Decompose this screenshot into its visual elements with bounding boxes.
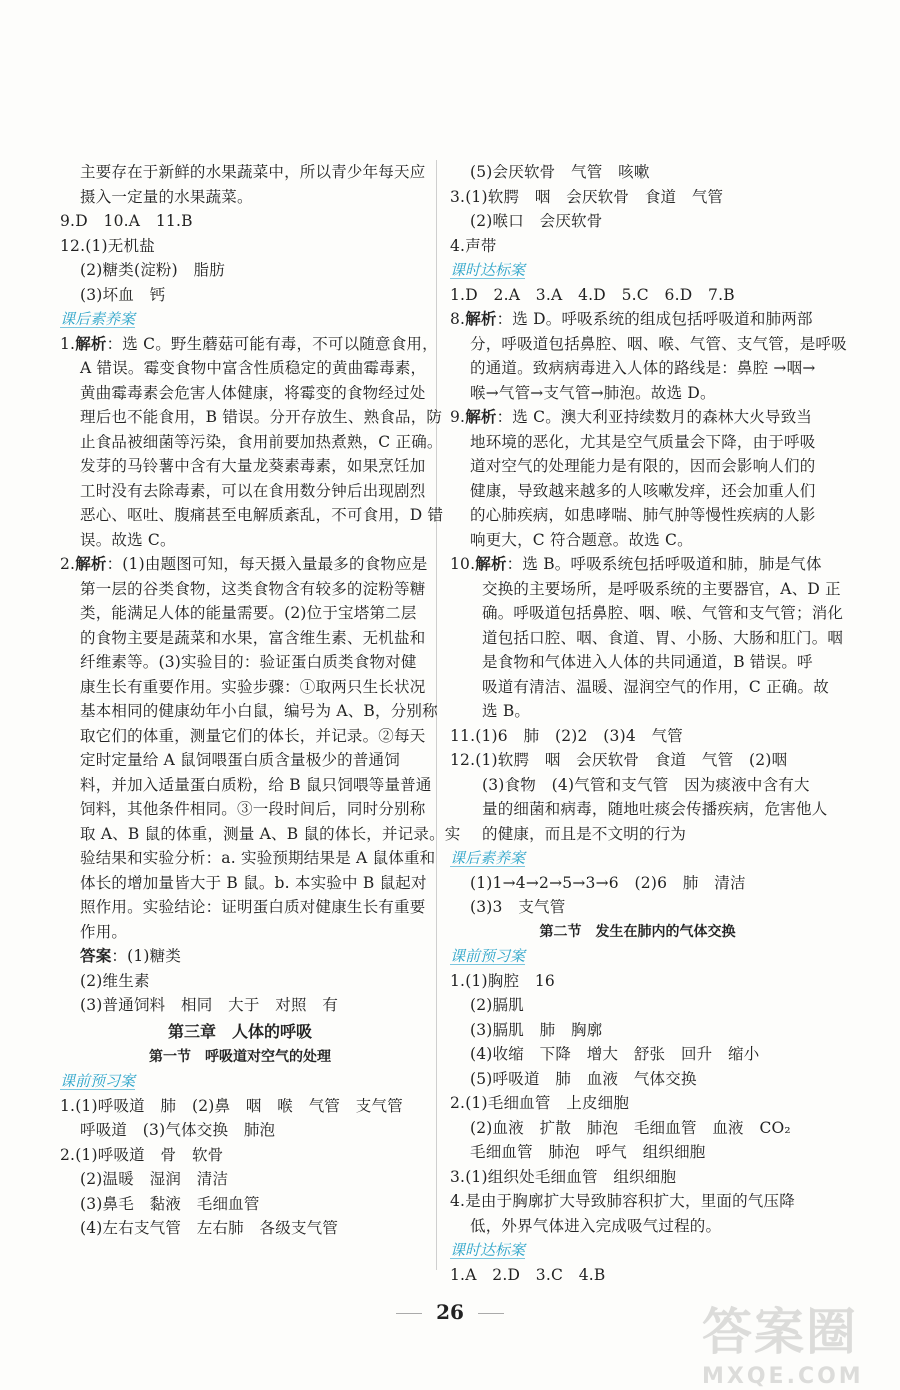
line-text: (5)呼吸道 肺 血液 气体交换 [470, 1069, 697, 1088]
line-text: 呼吸道 (3)气体交换 肺泡 [80, 1121, 276, 1139]
line-text: 9.D 10.A 11.B [60, 212, 193, 230]
line-text: 饲料，其他条件相同。③一段时间后，同时分别称 [80, 800, 426, 818]
line-text: 摄入一定量的水果蔬菜。 [80, 187, 253, 206]
chapter-heading: 第三章 人体的呼吸 [167, 1021, 312, 1041]
line-text: 取它们的体重，测量它们的体长，并记录。②每天 [80, 726, 426, 745]
label-bold: 解析 [75, 554, 107, 573]
text-line [60, 332, 438, 357]
text-line [450, 332, 847, 357]
text-line [60, 822, 461, 847]
line-text: (3)坏血 钙 [80, 285, 166, 304]
text-line [60, 160, 426, 185]
line-text: 主要存在于新鲜的水果蔬菜中，所以青少年每天应 [80, 163, 426, 181]
text-line [60, 944, 420, 969]
text-line [450, 895, 825, 920]
text-line [450, 1091, 825, 1116]
line-text: 健康，导致越来越多的人咳嗽发痒，还会加重人们 [470, 481, 816, 500]
item-number: 2. [60, 555, 76, 573]
label-bold: 解析 [75, 333, 107, 353]
line-text: 照作用。实验结论：证明蛋白质对健康生长有重要 [80, 898, 426, 916]
text-line [450, 185, 825, 210]
line-text: 1.(1)呼吸道 肺 (2)鼻 咽 喉 气管 支气管 [60, 1096, 403, 1115]
line-text: ：选 D。呼吸系统的组成包括呼吸道和肺两部 [496, 310, 813, 328]
text-line [60, 1118, 420, 1143]
text-line [60, 577, 426, 602]
line-text: 1.D 2.A 3.A 4.D 5.C 6.D 7.B [450, 285, 735, 304]
page-number-text: 26 [436, 1300, 464, 1324]
line-text: 1.A 2.D 3.C 4.B [450, 1265, 606, 1284]
line-text: 3.(1)软腭 咽 会厌软骨 食道 气管 [450, 187, 724, 206]
text-line [60, 479, 426, 504]
section-heading: 第一节 呼吸道对空气的处理 [149, 1048, 331, 1065]
text-line [450, 356, 825, 381]
text-line [450, 626, 844, 651]
line-text: 第一层的谷类食物，这类食物含有较多的淀粉等糖 [80, 579, 426, 598]
text-line [450, 1018, 825, 1043]
line-text: 的食物主要是蔬菜和水果，富含维生素、无机盐和 [80, 628, 426, 647]
line-text: 验结果和实验分析：a. 实验预期结果是 A 鼠体重和 [80, 849, 436, 867]
text-line [450, 234, 825, 259]
text-line [450, 503, 825, 528]
line-text: 分，呼吸道包括鼻腔、咽、喉、气管、支气管，是呼吸 [470, 334, 847, 353]
text-line [450, 1214, 825, 1239]
line-text: 工时没有去除毒素，可以在食用数分钟后出现剧烈 [80, 481, 426, 500]
item-number: 8. [450, 310, 466, 328]
text-line [60, 895, 426, 920]
text-line [450, 577, 841, 602]
line-text: 响更大，C 符合题意。故选 C。 [470, 530, 693, 549]
text-line [60, 1143, 420, 1168]
text-line [60, 1216, 420, 1241]
text-line [450, 993, 825, 1018]
text-line [60, 1167, 420, 1192]
line-text: (3)膈肌 肺 胸廓 [470, 1020, 603, 1039]
line-text: ：(1)糖类 [111, 947, 182, 965]
line-text: 料，并加入适量蛋白质粉，给 B 鼠只饲喂等量普通 [80, 775, 432, 794]
text-line [450, 773, 825, 798]
line-text: 发芽的马铃薯中含有大量龙葵素毒素，如果烹饪加 [80, 457, 426, 475]
text-line [450, 650, 825, 675]
text-line [450, 405, 825, 430]
text-line [60, 969, 420, 994]
watermark-text: 答案圈 [702, 1303, 858, 1361]
text-line [450, 1189, 825, 1214]
text-line [60, 356, 427, 381]
text-line [60, 1094, 420, 1119]
line-text: (1)1→4→2→5→3→6 (2)6 肺 清洁 [470, 873, 746, 892]
section-label: 课后素养案 [60, 310, 136, 328]
text-line [60, 454, 426, 479]
line-text: 交换的主要场所，是呼吸系统的主要器官，A、D 正 [482, 579, 841, 598]
text-line [60, 724, 426, 749]
line-text: 基本相同的健康幼年小白鼠，编号为 A、B，分别称 [80, 702, 438, 720]
line-text: 确。呼吸道包括鼻腔、咽、喉、气管和支气管；消化 [482, 604, 844, 622]
text-line [450, 724, 825, 749]
line-text: 11.(1)6 肺 (2)2 (3)4 气管 [450, 726, 684, 745]
line-text: 1.(1)胸腔 16 [450, 971, 555, 990]
text-line [60, 528, 420, 553]
text-line [450, 479, 825, 504]
line-text: 的通道。致病病毒进入人体的路线是：鼻腔 →咽→ [470, 359, 816, 377]
text-line [60, 503, 444, 528]
text-line [60, 797, 426, 822]
line-text: 的健康，而且是不文明的行为 [482, 824, 687, 843]
section-heading: 第二节 发生在肺内的气体交换 [539, 923, 736, 940]
text-line [60, 430, 443, 455]
line-text: 误。故选 C。 [80, 530, 176, 549]
text-line [450, 969, 825, 994]
text-line [450, 675, 829, 700]
watermark-logo [702, 1292, 882, 1389]
line-text: 12.(1)软腭 咽 会厌软骨 食道 气管 (2)咽 [450, 751, 788, 769]
item-number: 1. [60, 334, 76, 353]
text-line [60, 773, 432, 798]
text-line [60, 650, 420, 675]
line-text: (3)鼻毛 黏液 毛细血管 [80, 1194, 260, 1213]
page-number-dash-right [478, 1313, 504, 1314]
text-line [450, 528, 825, 553]
line-text: (2)喉口 会厌软骨 [470, 212, 603, 230]
line-text: 12.(1)无机盐 [60, 236, 155, 255]
line-text: 止食品被细菌等污染，食用前要加热煮熟，C 正确。 [80, 432, 443, 451]
line-text: 康生长有重要作用。实验步骤：①取两只生长状况 [80, 677, 426, 696]
line-text: 的心肺疾病，如患哮喘、肺气肿等慢性疾病的人影 [470, 506, 816, 524]
text-line [450, 552, 825, 577]
line-text: 理后也不能食用，B 错误。分开存放生、熟食品，防 [80, 408, 443, 426]
text-line [60, 699, 438, 724]
line-text: 定时定量给 A 鼠饲喂蛋白质含量极少的普通饲 [80, 751, 400, 769]
text-line [450, 822, 825, 847]
text-line [450, 430, 825, 455]
line-text: 吸道有清洁、温暖、湿润空气的作用，C 正确。故 [482, 677, 829, 696]
line-text: A 错误。霉变食物中富含性质稳定的黄曲霉毒素， [80, 359, 427, 377]
text-line [60, 283, 420, 308]
line-text: (5)会厌软骨 气管 咳嗽 [470, 163, 650, 181]
line-text: 是食物和气体进入人体的共同通道，B 错误。呼 [482, 653, 813, 671]
line-text: (2)血液 扩散 肺泡 毛细血管 血液 CO₂ [470, 1118, 791, 1137]
text-line [450, 1067, 825, 1092]
text-line [60, 552, 428, 577]
line-text: 4.声带 [450, 236, 497, 255]
line-text: ：选 C。澳大利亚持续数月的森林大火导致当 [496, 408, 813, 426]
text-line [450, 209, 825, 234]
text-line [450, 1165, 825, 1190]
section-label: 课前预习案 [450, 947, 526, 965]
text-line [60, 405, 443, 430]
text-line [60, 748, 420, 773]
text-line [60, 1192, 420, 1217]
text-line [60, 234, 420, 259]
label-bold: 答案 [80, 946, 112, 965]
line-text: 地环境的恶化，尤其是空气质量会下降，由于呼吸 [470, 432, 816, 451]
section-label: 课时达标案 [450, 261, 526, 279]
line-text: (4)收缩 下降 增大 舒张 回升 缩小 [470, 1045, 760, 1063]
section-label: 课后素养案 [450, 849, 526, 867]
line-text: 取 A、B 鼠的体重，测量 A、B 鼠的体长，并记录。实 [80, 824, 461, 843]
page-number-dash-left [396, 1313, 422, 1314]
text-line [60, 626, 426, 651]
text-line [450, 748, 825, 773]
line-text: 2.(1)毛细血管 上皮细胞 [450, 1094, 630, 1112]
right-column [450, 160, 847, 1287]
section-label: 课时达标案 [450, 1241, 526, 1259]
line-text: 恶心、呕吐、腹痛甚至电解质紊乱，不可食用，D 错 [80, 506, 444, 524]
line-text: 量的细菌和病毒，随地吐痰会传播疾病，危害他人 [482, 800, 828, 818]
text-line [450, 601, 844, 626]
line-text: (2)糖类(淀粉) 脂肪 [80, 261, 225, 279]
text-line [450, 1140, 825, 1165]
section-label: 课前预习案 [60, 1072, 136, 1090]
line-text: (3)普通饲料 相同 大于 对照 有 [80, 996, 339, 1014]
text-line [60, 601, 420, 626]
line-text: (3)食物 (4)气管和支气管 因为痰液中含有大 [482, 775, 810, 794]
line-text: 3.(1)组织处毛细血管 组织细胞 [450, 1167, 677, 1186]
text-line [450, 1116, 825, 1141]
line-text: (2)膈肌 [470, 996, 524, 1014]
text-line [60, 846, 436, 871]
left-column [60, 160, 461, 1241]
line-text: (2)维生素 [80, 971, 150, 990]
line-text: ：选 B。呼吸系统包括呼吸道和肺，肺是气体 [506, 555, 822, 573]
line-text: 低，外界气体进入完成吸气过程的。 [470, 1216, 722, 1235]
text-line [450, 160, 825, 185]
item-number: 9. [450, 408, 466, 426]
line-text: 喉→气管→支气管→肺泡。故选 D。 [470, 383, 716, 402]
text-line [60, 381, 426, 406]
text-line [60, 185, 420, 210]
text-line [60, 871, 427, 896]
text-line [450, 797, 828, 822]
line-text: (2)温暖 湿润 清洁 [80, 1170, 229, 1188]
text-line [450, 1263, 825, 1288]
line-text: 纤维素等。(3)实验目的：验证蛋白质类食物对健 [80, 653, 417, 671]
text-line [450, 454, 825, 479]
text-line [450, 871, 825, 896]
text-line [450, 307, 825, 332]
line-text: 体长的增加量皆大于 B 鼠。b. 本实验中 B 鼠起对 [80, 873, 427, 892]
text-line [60, 920, 420, 945]
label-bold: 解析 [465, 407, 497, 426]
text-line [60, 675, 426, 700]
line-text: 4.是由于胸廓扩大导致肺容积扩大，里面的气压降 [450, 1192, 795, 1210]
line-text: 选 B。 [482, 702, 531, 720]
line-text: 黄曲霉毒素会危害人体健康，将霉变的食物经过处 [80, 383, 426, 402]
line-text: 道包括口腔、咽、食道、胃、小肠、大肠和肛门。咽 [482, 628, 844, 647]
text-line [60, 209, 420, 234]
label-bold: 解析 [465, 309, 497, 328]
line-text: ：(1)由题图可知，每天摄入量最多的食物应是 [106, 555, 428, 573]
item-number: 10. [450, 555, 476, 573]
text-line [450, 699, 825, 724]
line-text: (3)3 支气管 [470, 898, 566, 916]
line-text: ：选 C。野生蘑菇可能有毒，不可以随意食用， [106, 334, 438, 353]
line-text: 道对空气的处理能力是有限的，因而会影响人们的 [470, 457, 816, 475]
line-text: 2.(1)呼吸道 骨 软骨 [60, 1145, 224, 1164]
line-text: (4)左右支气管 左右肺 各级支气管 [80, 1219, 339, 1237]
text-line [60, 993, 420, 1018]
line-text: 类，能满足人体的能量需要。(2)位于宝塔第二层 [80, 604, 417, 622]
text-line [60, 258, 420, 283]
text-line [450, 1042, 825, 1067]
text-line [450, 283, 825, 308]
line-text: 毛细血管 肺泡 呼气 组织细胞 [470, 1143, 706, 1161]
label-bold: 解析 [475, 554, 507, 573]
watermark-url: MXQE.COM [702, 1364, 864, 1389]
line-text: 作用。 [80, 922, 128, 941]
text-line [450, 381, 825, 406]
